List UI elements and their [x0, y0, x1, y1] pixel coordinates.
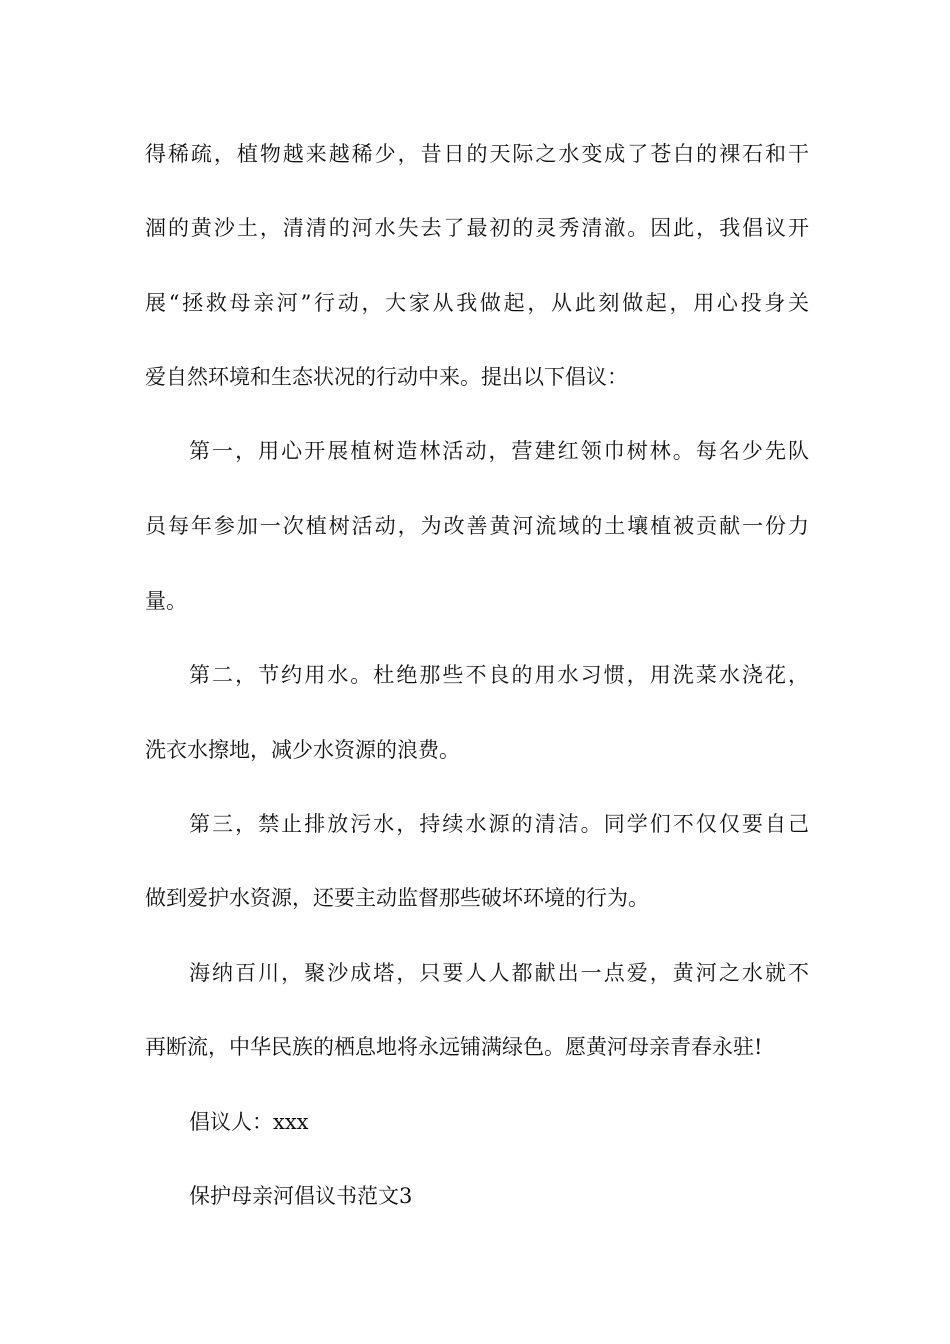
section-heading: 保护母亲河倡议书范文3 [189, 1184, 413, 1208]
signature-line: 倡议人：xxx [189, 1110, 309, 1134]
paragraph-line: 第三，禁止排放污水，持续水源的清洁。同学们不仅仅要自己 [189, 812, 809, 836]
paragraph-line: 第一，用心开展植树造林活动，营建红领巾树林。每名少先队 [189, 439, 809, 463]
paragraph-line: 做到爱护水资源，还要主动监督那些破坏环境的行为。 [145, 886, 649, 910]
paragraph-line: 海纳百川，聚沙成塔，只要人人都献出一点爱，黄河之水就不 [189, 961, 809, 985]
paragraph-line: 洗衣水擦地，减少水资源的浪费。 [145, 738, 460, 762]
paragraph-line: 再断流，中华民族的栖息地将永远铺满绿色。愿黄河母亲青春永驻! [145, 1035, 763, 1059]
paragraph-line: 涸的黄沙土，清清的河水失去了最初的灵秀清澈。因此，我倡议开 [145, 216, 809, 240]
paragraph-line: 第二，节约用水。杜绝那些不良的用水习惯，用洗菜水浇花， [189, 663, 809, 687]
paragraph-line: 员每年参加一次植树活动，为改善黄河流域的土壤植被贡献一份力 [145, 514, 809, 538]
paragraph-line: 得稀疏，植物越来越稀少，昔日的天际之水变成了苍白的裸石和干 [145, 142, 809, 166]
paragraph-line: 爱自然环境和生态状况的行动中来。提出以下倡议： [145, 365, 628, 389]
paragraph-line: 量。 [145, 589, 187, 613]
paragraph-line: 展“拯救母亲河”行动，大家从我做起，从此刻做起，用心投身关 [145, 291, 809, 315]
